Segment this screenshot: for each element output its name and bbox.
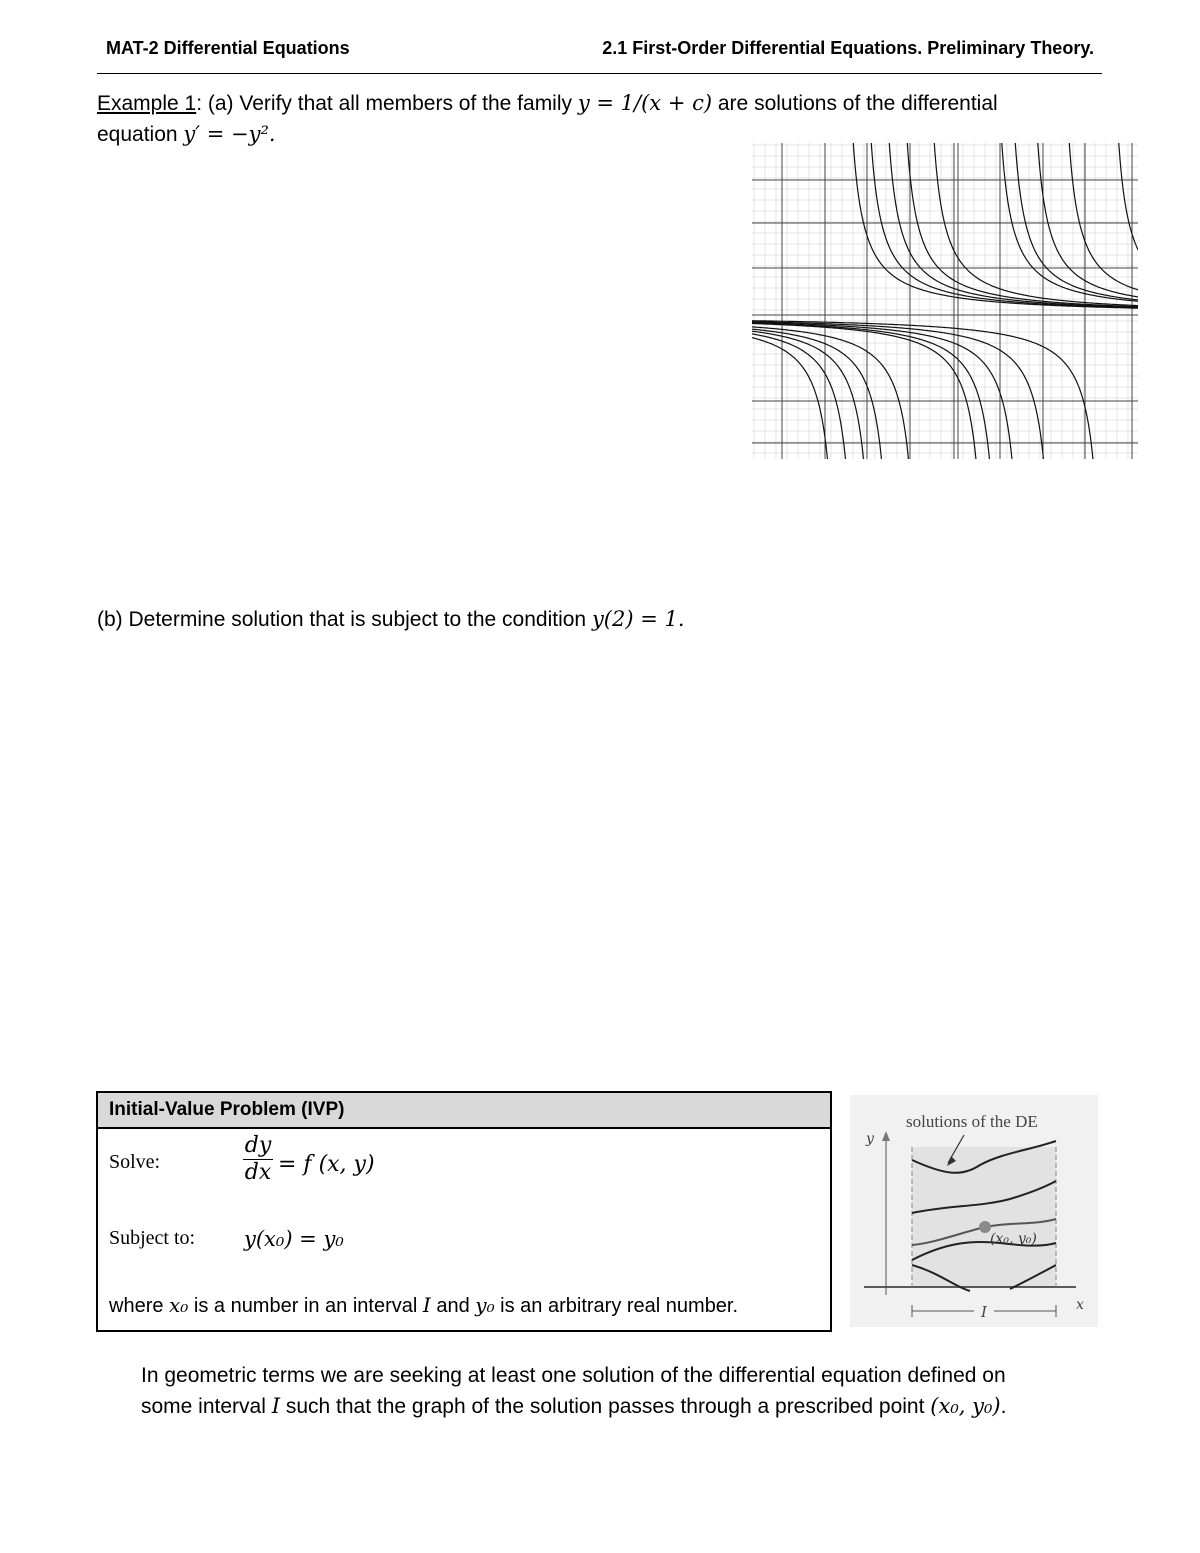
figure-y-label: y bbox=[866, 1131, 874, 1147]
solution-curve bbox=[752, 143, 1138, 459]
solution-curve bbox=[752, 143, 1138, 459]
solution-curve bbox=[752, 143, 1138, 459]
geometric-interpretation bbox=[141, 1360, 1071, 1422]
where-text-4: is an arbitrary real number. bbox=[494, 1295, 739, 1317]
geometric-text-3: such that the graph of the solution passes through a prescribed point bbox=[280, 1395, 931, 1418]
solve-label: Solve: bbox=[109, 1151, 161, 1173]
figure-x-label: x bbox=[1076, 1297, 1084, 1313]
solution-curve bbox=[752, 143, 1138, 459]
solution-curve bbox=[752, 143, 1138, 459]
solution-curve bbox=[752, 143, 1138, 459]
point-label: (x₀, y₀) bbox=[990, 1231, 1037, 1247]
geometric-point: (x₀, y₀) bbox=[930, 1394, 1001, 1418]
ivp-definition-box bbox=[96, 1091, 832, 1332]
fraction-denominator: dx bbox=[244, 1160, 272, 1185]
derivative-fraction bbox=[243, 1133, 273, 1186]
solution-curve bbox=[752, 143, 1138, 459]
ivp-solution-figure bbox=[850, 1095, 1098, 1327]
solution-curve bbox=[752, 143, 1138, 459]
family-equation: y = 1/(x + c) bbox=[577, 91, 713, 115]
where-interval: I bbox=[422, 1293, 431, 1317]
where-x0: x₀ bbox=[169, 1293, 189, 1317]
figure-caption: solutions of the DE bbox=[906, 1112, 1038, 1131]
geometric-text-1: In geometric terms we are seeking at least one solution of the differential equation defined on bbox=[141, 1364, 1006, 1387]
subject-to-label: Subject to: bbox=[109, 1227, 196, 1249]
where-text-1: where bbox=[109, 1295, 170, 1317]
ode-right-side: = f (x, y) bbox=[278, 1152, 375, 1177]
differential-equation: y′ = −y². bbox=[183, 122, 276, 146]
where-text-3: and bbox=[430, 1295, 476, 1317]
initial-condition-equation: y(x₀) = y₀ bbox=[244, 1227, 344, 1251]
part-b-text: (b) Determine solution that is subject to the condition bbox=[97, 608, 592, 631]
header-section-title: 2.1 First-Order Differential Equations. Preliminary Theory. bbox=[602, 38, 1094, 58]
header-divider bbox=[97, 73, 1102, 74]
geometric-interval: I bbox=[271, 1394, 281, 1418]
solution-curve bbox=[752, 143, 1138, 459]
initial-condition: y(2) = 1. bbox=[591, 607, 685, 631]
part-a-text: : (a) Verify that all members of the family bbox=[196, 92, 578, 115]
part-a-text-3: equation bbox=[97, 123, 184, 146]
part-a-text-2: are solutions of the differential bbox=[712, 92, 998, 115]
example-label: Example 1 bbox=[97, 92, 197, 115]
geometric-text-4: . bbox=[1000, 1395, 1007, 1418]
solution-curve bbox=[752, 143, 1138, 459]
ivp-title: Initial-Value Problem (IVP) bbox=[98, 1093, 830, 1129]
ivp-where-clause bbox=[109, 1293, 738, 1318]
interval-label: I bbox=[981, 1303, 987, 1321]
where-text-2: is a number in an interval bbox=[188, 1295, 423, 1317]
example-1-part-b bbox=[97, 607, 685, 632]
where-y0: y₀ bbox=[475, 1293, 495, 1317]
header-course-title: MAT-2 Differential Equations bbox=[106, 38, 350, 58]
solution-family-graph bbox=[752, 143, 1138, 459]
example-1-part-a bbox=[97, 88, 1077, 150]
fraction-numerator: dy bbox=[244, 1133, 272, 1158]
geometric-text-2: some interval bbox=[141, 1395, 272, 1418]
